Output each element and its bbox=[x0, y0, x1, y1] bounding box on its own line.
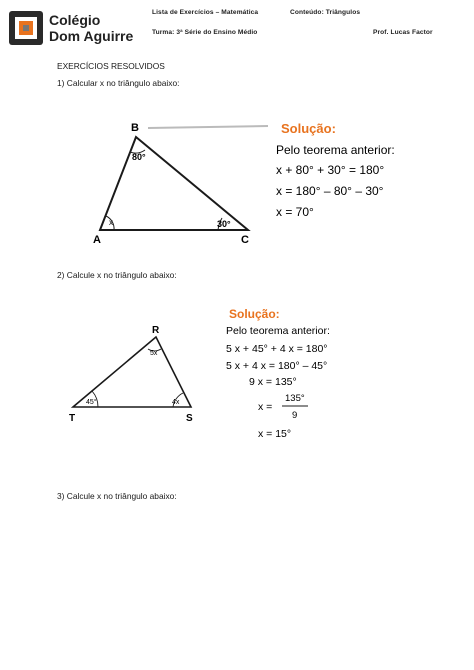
solution-2-line-5: x = bbox=[258, 401, 273, 413]
vertex-label-r: R bbox=[152, 325, 160, 336]
solution-1-title: Solução: bbox=[281, 121, 336, 136]
teacher-name: Prof. Lucas Factor bbox=[373, 29, 433, 36]
triangle-abc bbox=[100, 137, 248, 230]
vertex-label-t: T bbox=[69, 413, 76, 424]
solution-2-title: Solução: bbox=[229, 307, 280, 321]
section-title: EXERCÍCIOS RESOLVIDOS bbox=[57, 61, 165, 71]
vertex-label-s: S bbox=[186, 413, 193, 424]
school-name-line2: Dom Aguirre bbox=[49, 28, 134, 44]
solution-2-line-1: Pelo teorema anterior: bbox=[226, 325, 330, 337]
vertex-label-b: B bbox=[131, 122, 139, 134]
triangle-rts bbox=[73, 337, 191, 407]
list-title: Lista de Exercícios – Matemática bbox=[152, 9, 259, 16]
class-info: Turma: 3ª Série do Ensino Médio bbox=[152, 29, 258, 36]
solution-2-line-4: 9 x = 135° bbox=[249, 376, 297, 388]
solution-2-fraction-numerator: 135° bbox=[285, 393, 305, 404]
solution-2-line-6: x = 15° bbox=[258, 428, 292, 440]
angle-label-r: 5x bbox=[150, 350, 158, 357]
exercise-3-prompt: 3) Calcule x no triângulo abaixo: bbox=[57, 491, 177, 501]
angle-label-c: 30° bbox=[217, 219, 231, 229]
angle-label-b: 80° bbox=[132, 152, 146, 162]
scan-artifact bbox=[148, 126, 268, 128]
content-label: Conteúdo: Triângulos bbox=[290, 9, 361, 16]
angle-label-t: 45° bbox=[86, 399, 97, 406]
solution-2-line-3: 5 x + 4 x = 180° – 45° bbox=[226, 360, 328, 372]
exercise-2-prompt: 2) Calcule x no triângulo abaixo: bbox=[57, 270, 177, 280]
solution-2-line-2: 5 x + 45° + 4 x = 180° bbox=[226, 343, 328, 355]
exercise-1-prompt: 1) Calcular x no triângulo abaixo: bbox=[57, 78, 180, 88]
vertex-label-c: C bbox=[241, 234, 249, 246]
logo-icon bbox=[9, 11, 43, 45]
solution-1-line-3: x = 180° – 80° – 30° bbox=[276, 184, 384, 198]
school-logo bbox=[9, 11, 43, 45]
exercise-1-figure bbox=[88, 112, 408, 252]
vertex-label-a: A bbox=[93, 234, 101, 246]
angle-label-s: 4x bbox=[172, 399, 180, 406]
solution-1-line-1: Pelo teorema anterior: bbox=[276, 143, 395, 157]
angle-label-a: x bbox=[109, 218, 113, 227]
solution-1-line-4: x = 70° bbox=[276, 205, 314, 219]
solution-1-line-2: x + 80° + 30° = 180° bbox=[276, 163, 385, 177]
solution-2-fraction-denominator: 9 bbox=[292, 410, 298, 421]
exercise-2-figure bbox=[68, 305, 368, 445]
school-name-line1: Colégio bbox=[49, 12, 101, 28]
